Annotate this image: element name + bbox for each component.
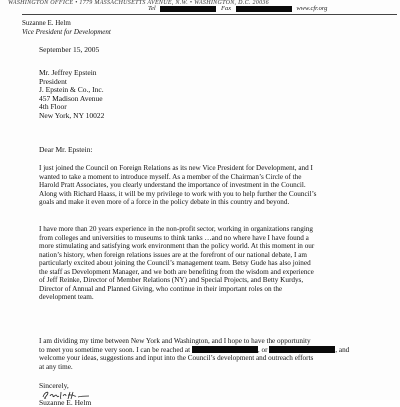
text-line: I have more than 20 years experience in the non-profit sector, working in organizations ranging [39,225,314,233]
text-line: nation’s history, when foreign relations issues are at the forefront of our national debate, I am [39,250,307,259]
text-fragment: , and [335,345,350,354]
text-fragment: to meet you sometime very soon. I can be reached at [39,345,191,354]
text-line: I am dividing my time between New York and Washington, and I hope to have the opportunity [39,337,311,345]
redacted-contact-1 [192,346,258,353]
text-fragment: , or [257,345,268,354]
redacted-fax [236,6,292,12]
text-line: Harold Pratt Associates, you clearly understand the importance of investment in the Council. [39,181,306,189]
address-line: 4th Floor [39,102,67,112]
letter-date: September 15, 2005 [39,45,100,54]
sender-name: Suzanne E. Helm [22,19,71,27]
address-line: Mr. Jeffrey Epstein [39,68,97,77]
text-line: welcome your ideas, suggestions and input into the Council’s development and outreach efforts [39,354,314,362]
closing: Sincerely, [39,381,69,390]
text-line: Director of Annual and Planned Giving, who continue in their important roles on the [39,284,283,293]
letterhead-rule [22,14,397,15]
letterhead-office-line: WASHINGTON OFFICE • 1779 MASSACHUSETTS AVENUE, N.W. • WASHINGTON, D.C. 20036 [8,0,269,6]
text-line: goals and make it even more of a force in the policy debate in this country and beyond. [39,198,290,206]
text-line: wanted to take a moment to introduce myself. As a member of the Chairman’s Circle of the [39,172,302,181]
tel-label: Tel [148,5,156,12]
paragraph-contact [39,337,389,371]
redacted-contact-2 [269,346,335,353]
text-line: I just joined the Council on Foreign Relations as its new Vice President for Development, and I [39,164,313,172]
salutation: Dear Mr. Epstein: [39,145,93,154]
text-line: at any time. [39,362,73,371]
text-line: more stimulating and satisfying work environment than the policy world. At this moment in our [39,242,315,250]
address-line: President [39,76,67,86]
paragraph-introduction [39,164,389,207]
text-line: development team. [39,293,94,301]
text-line-with-redactions [39,346,389,355]
text-line: of Jeff Reinke, Director of Member Relations (NY) and Special Projects, and Betty Kurdys, [39,276,304,284]
sender-title: Vice President for Development [22,28,111,36]
text-line: from colleges and universities to museums to think tanks …and no where have I have found a [39,233,309,242]
contact-line [148,5,327,12]
redacted-phone [160,6,216,12]
address-line: New York, NY 10022 [39,110,105,120]
website: www.cfr.org [296,5,328,12]
address-line: 457 Madison Avenue [39,93,103,103]
address-line: J. Epstein & Co., Inc. [39,85,104,95]
text-line: Along with Richard Haass, it will be my privilege to work with you to help further the Council’s [39,189,317,198]
fax-label: Fax [220,5,232,12]
signer-name: Suzanne E. Helm [39,398,92,407]
text-line: the staff as Development Manager, and we both are benefiting from the wisdom and experience [39,267,314,276]
recipient-address [39,69,104,121]
text-line: particularly excited about joining the Council’s management team. Betsy Gude has also joined [39,259,311,267]
paragraph-experience [39,225,389,302]
